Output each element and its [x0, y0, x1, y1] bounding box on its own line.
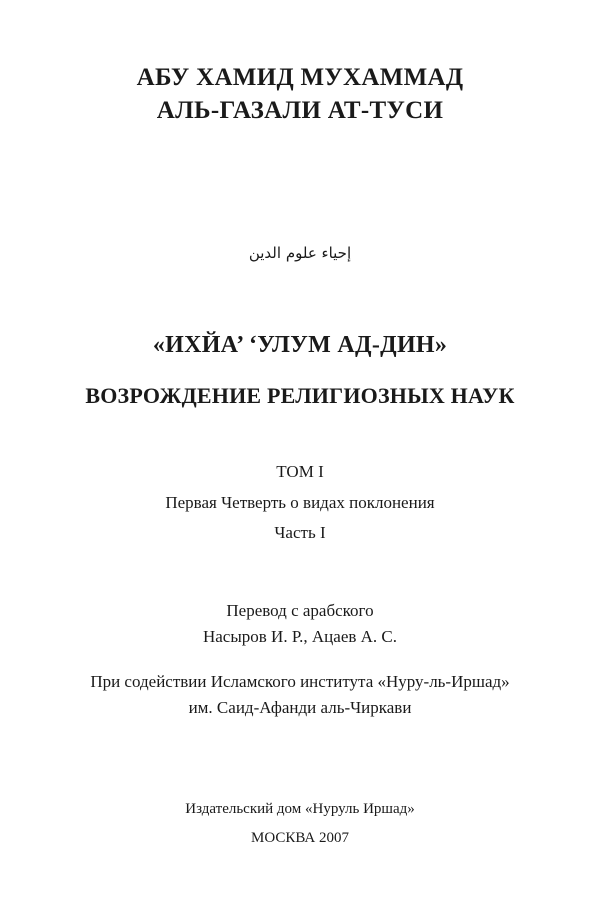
book-title: «ИХЙА’ ‘УЛУМ АД-ДИН» — [152, 332, 448, 358]
support-line-1: При содействии Исламского института «Нуру-ль-Иршад» — [90, 672, 510, 691]
volume-number: ТОМ I — [276, 462, 324, 481]
support-line-2: им. Саид-Афанди аль-Чиркави — [188, 698, 412, 717]
translation-label: Перевод с арабского — [226, 601, 374, 620]
author-name-line-2: АЛЬ-ГАЗАЛИ АТ-ТУСИ — [156, 97, 444, 124]
translators: Насыров И. Р., Ацаев А. С. — [202, 627, 398, 646]
part-number: Часть I — [274, 523, 326, 542]
author-name-line-1: АБУ ХАМИД МУХАММАД — [136, 64, 464, 91]
city-year: МОСКВА 2007 — [250, 830, 349, 846]
book-subtitle: ВОЗРОЖДЕНИЕ РЕЛИГИОЗНЫХ НАУК — [85, 383, 515, 408]
arabic-title: إحياء علوم الدين — [248, 244, 352, 262]
quarter-title: Первая Четверть о видах поклонения — [165, 493, 435, 512]
publisher: Издательский дом «Нуруль Иршад» — [185, 801, 415, 817]
